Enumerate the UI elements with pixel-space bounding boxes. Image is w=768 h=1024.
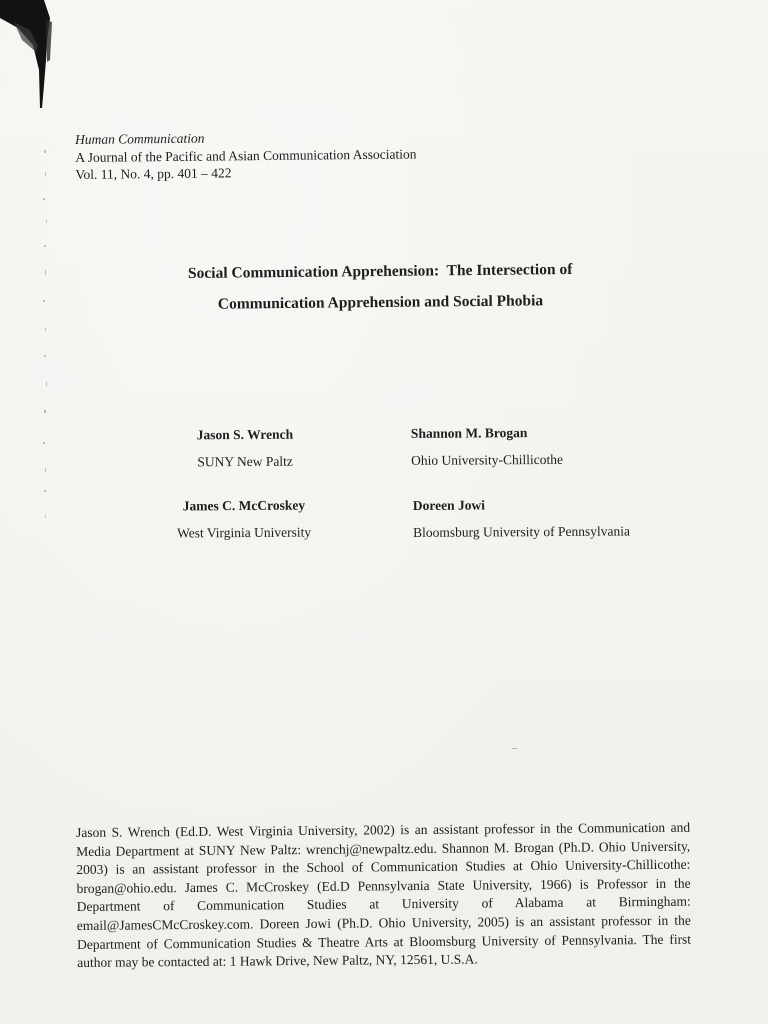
author-block — [140, 496, 348, 542]
author-affiliation: Ohio University-Chillicothe — [411, 451, 564, 468]
scan-shadow-artifact — [0, 0, 60, 110]
author-name: James C. McCroskey — [182, 497, 306, 514]
article-title-line-1: Social Communication Apprehension: The Intersection of — [187, 260, 573, 283]
journal-header — [75, 127, 417, 183]
author-footnote: Jason S. Wrench (Ed.D. West Virginia University, 2002) is an assistant professor in the Communication and Media Department at SUNY New Paltz: wrenchj@newpaltz.edu. Shannon M. Brogan (Ph.D. Ohio University, 2003) is an assistant professor in the School of Communication Studies at Ohio University-Chillicothe: brogan@ohio.edu. James C. McCroskey (Ed.D Pennsylvania State University, 1966) is Professor in the Department of Communication Studies at University of Alabama at Birmingham: email@JamesCMcCroskey.com. Doreen Jowi (Ph.D. Ohio University, 2005) is an assistant professor in the Department of Communication Studies & Theatre Arts at Bloomsburg University of Pennsylvania. The first author may be contacted at: 1 Hawk Drive, New Paltz, NY, 12561, U.S.A. — [76, 819, 692, 971]
journal-name: Human Communication — [75, 130, 205, 147]
journal-citation: Vol. 11, No. 4, pp. 401 – 422 — [75, 165, 232, 182]
article-title — [110, 253, 651, 321]
author-affiliation: SUNY New Paltz — [197, 453, 293, 470]
author-name: Jason S. Wrench — [196, 426, 294, 443]
author-block — [411, 423, 671, 470]
author-name: Shannon M. Brogan — [410, 425, 528, 441]
journal-subtitle: A Journal of the Pacific and Asian Communication Association — [75, 145, 417, 165]
article-title-line-2: Communication Apprehension and Social Phobia — [217, 292, 544, 313]
binding-specks — [38, 150, 52, 530]
page-mark — [512, 748, 517, 749]
author-affiliation: Bloomsburg University of Pennsylvania — [413, 523, 631, 540]
author-block — [413, 495, 693, 542]
author-affiliation: West Virginia University — [176, 524, 312, 541]
author-block — [152, 425, 338, 471]
author-name: Doreen Jowi — [412, 497, 486, 513]
